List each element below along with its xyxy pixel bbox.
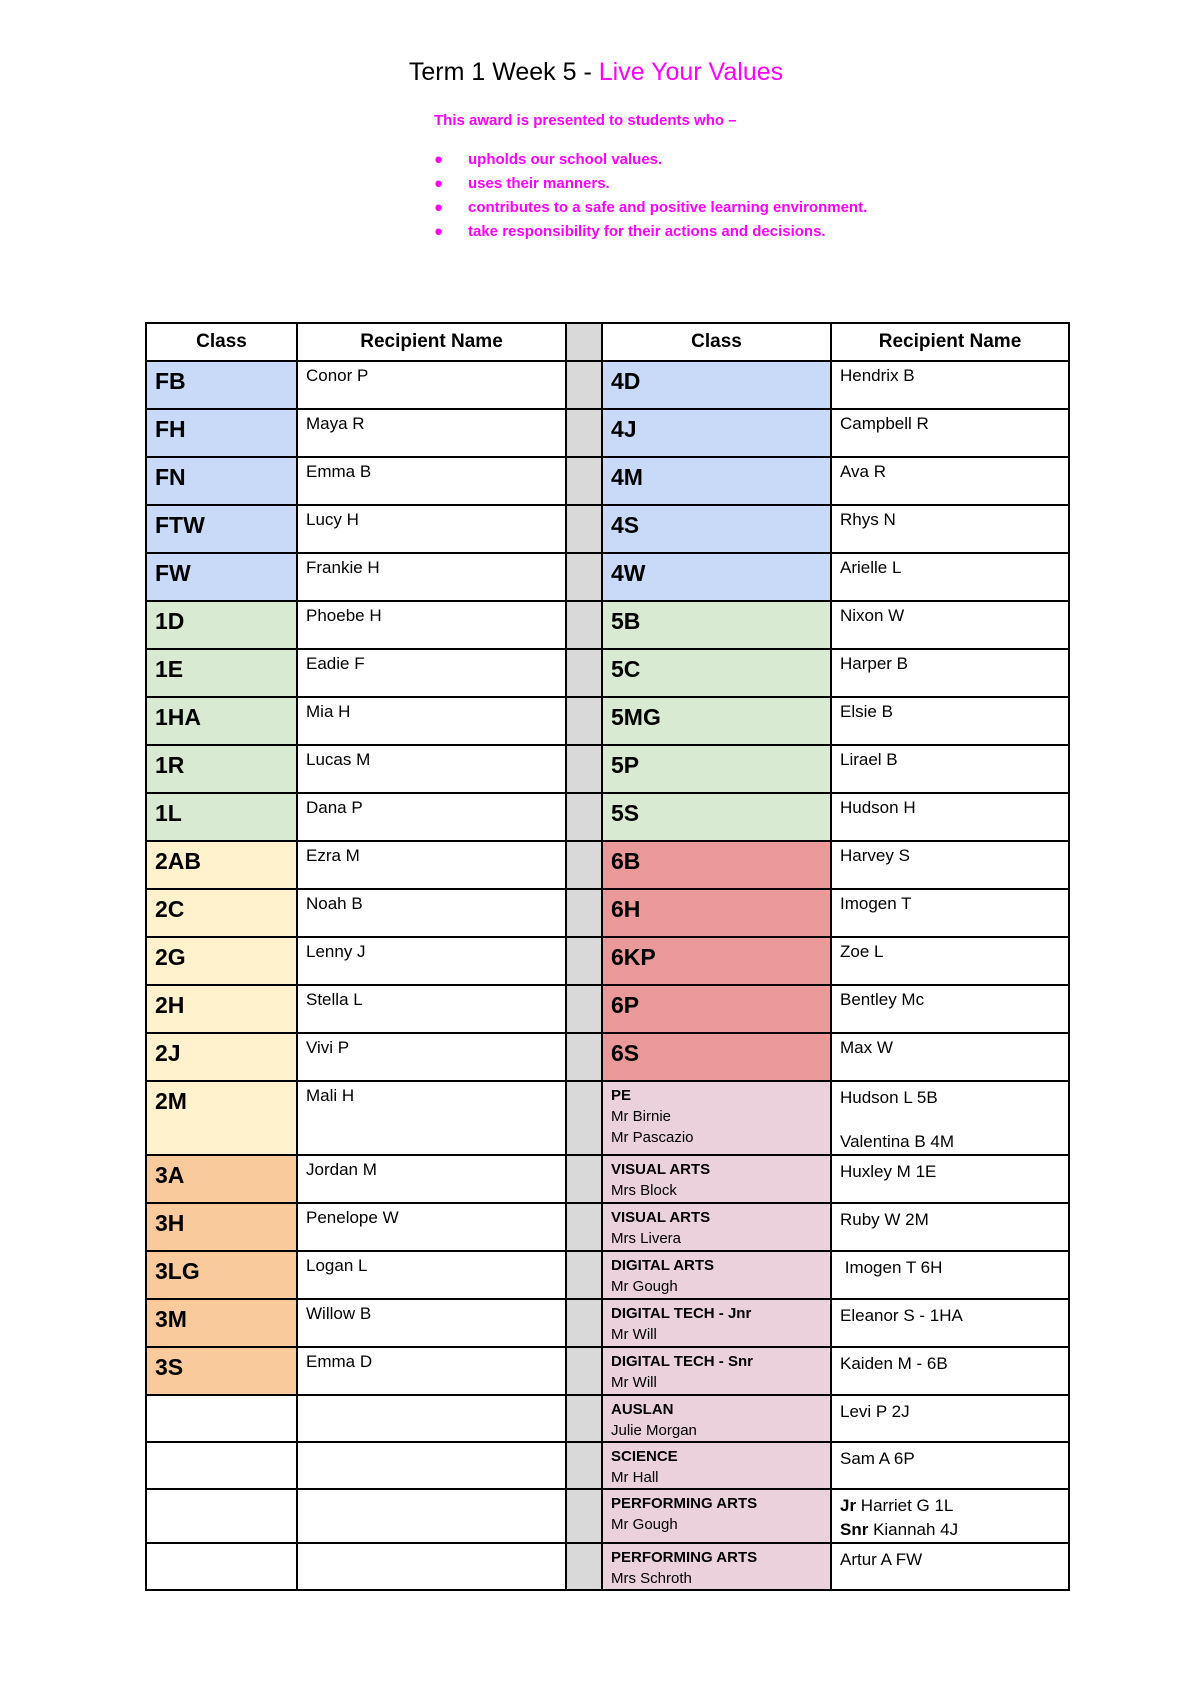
class-cell: 5MG [602, 697, 831, 745]
recipient-cell: Harvey S [831, 841, 1069, 889]
table-row [146, 505, 1069, 553]
bullet-icon: ● [434, 223, 444, 240]
table-row [146, 697, 1069, 745]
table-row [146, 361, 1069, 409]
class-cell: 4D [602, 361, 831, 409]
specialist-cell [602, 1543, 831, 1590]
teacher-name: Mr Will [611, 1326, 657, 1343]
recipient-line: Snr Kiannah 4J [840, 1520, 959, 1539]
class-cell: 2G [146, 937, 297, 985]
specialist-cell [602, 1299, 831, 1347]
teacher-name: Mrs Livera [611, 1230, 682, 1247]
criteria-item: ● upholds our school values. [434, 151, 663, 168]
table-row [146, 793, 1069, 841]
gap-cell [566, 457, 602, 505]
specialist-cell [602, 1489, 831, 1543]
bullet-icon: ● [434, 199, 444, 216]
recipient-cell: Dana P [297, 793, 566, 841]
recipient-cell: Ava R [831, 457, 1069, 505]
recipient-cell: Phoebe H [297, 601, 566, 649]
recipient-cell: Lucy H [297, 505, 566, 553]
empty-cell [146, 1543, 297, 1590]
empty-cell [146, 1442, 297, 1489]
subject-label: SCIENCE [611, 1448, 678, 1465]
class-cell: FTW [146, 505, 297, 553]
page-title [0, 58, 1192, 87]
class-cell: 6H [602, 889, 831, 937]
recipient-line: Ruby W 2M [840, 1210, 929, 1229]
recipient-line: Valentina B 4M [840, 1132, 955, 1151]
recipient-cell: Emma B [297, 457, 566, 505]
table-row [146, 841, 1069, 889]
class-cell: 3LG [146, 1251, 297, 1299]
class-cell: 1E [146, 649, 297, 697]
class-cell: FH [146, 409, 297, 457]
criteria-item: ● take responsibility for their actions and decisions. [434, 223, 826, 240]
recipient-cell [831, 1299, 1069, 1347]
class-cell: 3A [146, 1155, 297, 1203]
subject-label: PERFORMING ARTS [611, 1495, 758, 1512]
gap-cell [566, 361, 602, 409]
recipient-line: Artur A FW [840, 1550, 923, 1569]
recipient-cell: Ezra M [297, 841, 566, 889]
recipient-cell: Hendrix B [831, 361, 1069, 409]
recipient-cell [831, 1203, 1069, 1251]
class-cell: 2M [146, 1081, 297, 1155]
gap-cell [566, 649, 602, 697]
class-cell: 6S [602, 1033, 831, 1081]
class-cell: 4M [602, 457, 831, 505]
gap-cell [566, 1543, 602, 1590]
table-row [146, 745, 1069, 793]
awards-table [145, 322, 1070, 1591]
table-row [146, 1251, 1069, 1299]
gap-cell [566, 553, 602, 601]
gap-cell [566, 1203, 602, 1251]
award-intro: This award is presented to students who – [434, 112, 737, 129]
class-cell: 1L [146, 793, 297, 841]
recipient-line: Eleanor S - 1HA [840, 1306, 963, 1325]
table-row [146, 409, 1069, 457]
recipient-cell: Maya R [297, 409, 566, 457]
specialist-cell [602, 1155, 831, 1203]
recipient-cell: Imogen T [831, 889, 1069, 937]
class-cell: 6KP [602, 937, 831, 985]
recipient-cell: Jordan M [297, 1155, 566, 1203]
recipient-line: Levi P 2J [840, 1402, 910, 1421]
teacher-name: Mrs Block [611, 1182, 677, 1199]
recipient-cell: Penelope W [297, 1203, 566, 1251]
column-header-class: Class [602, 323, 831, 361]
teacher-name: Mrs Schroth [611, 1570, 692, 1587]
gap-cell [566, 985, 602, 1033]
gap-cell [566, 1489, 602, 1543]
table-row [146, 1543, 1069, 1590]
table-row [146, 601, 1069, 649]
recipient-line: Kaiden M - 6B [840, 1354, 948, 1373]
gap-cell [566, 1251, 602, 1299]
gap-cell [566, 1395, 602, 1442]
teacher-name: Mr Birnie [611, 1108, 672, 1125]
teacher-name: Mr Gough [611, 1278, 678, 1295]
class-cell: 5B [602, 601, 831, 649]
empty-cell [297, 1543, 566, 1590]
specialist-cell [602, 1395, 831, 1442]
recipient-cell: Logan L [297, 1251, 566, 1299]
bullet-icon: ● [434, 175, 444, 192]
gap-cell [566, 1155, 602, 1203]
recipient-cell [831, 1489, 1069, 1543]
gap-cell [566, 937, 602, 985]
teacher-name: Mr Pascazio [611, 1129, 694, 1146]
recipient-cell [831, 1155, 1069, 1203]
class-cell: FN [146, 457, 297, 505]
title-highlight: Live Your Values [598, 58, 784, 86]
gap-cell [566, 697, 602, 745]
table-row [146, 1033, 1069, 1081]
gap-cell [566, 1033, 602, 1081]
table-row [146, 1347, 1069, 1395]
class-cell: 3M [146, 1299, 297, 1347]
gap-cell [566, 841, 602, 889]
recipient-cell: Nixon W [831, 601, 1069, 649]
criteria-item: ● contributes to a safe and positive learning environment. [434, 199, 868, 216]
recipient-cell: Zoe L [831, 937, 1069, 985]
recipient-cell: Mia H [297, 697, 566, 745]
recipient-cell [831, 1442, 1069, 1489]
subject-label: PERFORMING ARTS [611, 1549, 758, 1566]
table-row [146, 1203, 1069, 1251]
specialist-cell [602, 1442, 831, 1489]
subject-label: DIGITAL TECH - Jnr [611, 1305, 752, 1322]
class-cell: 2H [146, 985, 297, 1033]
recipient-cell: Lucas M [297, 745, 566, 793]
recipient-cell: Mali H [297, 1081, 566, 1155]
recipient-line: Jr Harriet G 1L [840, 1496, 954, 1515]
table-row [146, 1155, 1069, 1203]
class-cell: 3H [146, 1203, 297, 1251]
teacher-name: Mr Gough [611, 1516, 678, 1533]
gap-cell [566, 793, 602, 841]
class-cell: 6B [602, 841, 831, 889]
subject-label: PE [611, 1087, 632, 1104]
recipient-cell: Rhys N [831, 505, 1069, 553]
specialist-cell [602, 1081, 831, 1155]
empty-cell [146, 1489, 297, 1543]
specialist-cell [602, 1251, 831, 1299]
class-cell: 1HA [146, 697, 297, 745]
gap-cell [566, 1347, 602, 1395]
recipient-cell: Elsie B [831, 697, 1069, 745]
class-cell: 3S [146, 1347, 297, 1395]
empty-cell [297, 1395, 566, 1442]
table-row [146, 649, 1069, 697]
gap-cell [566, 505, 602, 553]
recipient-cell: Bentley Mc [831, 985, 1069, 1033]
criteria-item: ● uses their manners. [434, 175, 610, 192]
bullet-icon: ● [434, 151, 444, 168]
recipient-cell: Lenny J [297, 937, 566, 985]
class-cell: 1D [146, 601, 297, 649]
recipient-cell: Emma D [297, 1347, 566, 1395]
class-cell: 5P [602, 745, 831, 793]
teacher-name: Julie Morgan [611, 1422, 697, 1439]
recipient-cell: Campbell R [831, 409, 1069, 457]
recipient-cell: Eadie F [297, 649, 566, 697]
class-cell: 4S [602, 505, 831, 553]
class-cell: 5C [602, 649, 831, 697]
subject-label: DIGITAL ARTS [611, 1257, 715, 1274]
subject-label: DIGITAL TECH - Snr [611, 1353, 753, 1370]
recipient-line: Hudson L 5B [840, 1088, 938, 1107]
recipient-cell: Vivi P [297, 1033, 566, 1081]
teacher-name: Mr Will [611, 1374, 657, 1391]
recipient-cell: Max W [831, 1033, 1069, 1081]
recipient-cell: Harper B [831, 649, 1069, 697]
table-row [146, 937, 1069, 985]
specialist-cell [602, 1347, 831, 1395]
class-cell: 5S [602, 793, 831, 841]
recipient-cell: Lirael B [831, 745, 1069, 793]
recipient-cell [831, 1395, 1069, 1442]
subject-label: AUSLAN [611, 1401, 674, 1418]
table-row [146, 457, 1069, 505]
recipient-cell: Conor P [297, 361, 566, 409]
table-row [146, 1395, 1069, 1442]
specialist-cell [602, 1203, 831, 1251]
gap-cell [566, 601, 602, 649]
gap-cell [566, 1081, 602, 1155]
class-cell: FW [146, 553, 297, 601]
table-row [146, 1299, 1069, 1347]
recipient-cell [831, 1543, 1069, 1590]
recipient-cell: Noah B [297, 889, 566, 937]
class-cell: 2J [146, 1033, 297, 1081]
subject-label: VISUAL ARTS [611, 1209, 711, 1226]
gap-cell [566, 1442, 602, 1489]
recipient-cell: Hudson H [831, 793, 1069, 841]
class-cell: 2AB [146, 841, 297, 889]
table-header-row [146, 323, 1069, 361]
table-row [146, 1081, 1069, 1155]
gap-cell [566, 1299, 602, 1347]
table-row [146, 889, 1069, 937]
class-cell: 2C [146, 889, 297, 937]
subject-label: VISUAL ARTS [611, 1161, 711, 1178]
recipient-cell [831, 1081, 1069, 1155]
recipient-line: Imogen T 6H [840, 1258, 943, 1277]
class-cell: 6P [602, 985, 831, 1033]
gap-cell [566, 745, 602, 793]
recipient-cell: Frankie H [297, 553, 566, 601]
recipient-line: Sam A 6P [840, 1449, 915, 1468]
column-header-class: Class [146, 323, 297, 361]
teacher-name: Mr Hall [611, 1469, 659, 1486]
table-row [146, 553, 1069, 601]
recipient-line: Huxley M 1E [840, 1162, 937, 1181]
recipient-cell: Arielle L [831, 553, 1069, 601]
table-row [146, 1442, 1069, 1489]
gap-cell [566, 409, 602, 457]
title-prefix: Term 1 Week 5 - [408, 58, 599, 86]
column-header-recipient: Recipient Name [831, 323, 1069, 361]
empty-cell [297, 1442, 566, 1489]
gap-cell [566, 889, 602, 937]
class-cell: 1R [146, 745, 297, 793]
award-criteria-list [434, 151, 868, 247]
recipient-cell: Willow B [297, 1299, 566, 1347]
recipient-cell: Stella L [297, 985, 566, 1033]
class-cell: 4J [602, 409, 831, 457]
table-row [146, 1489, 1069, 1543]
empty-cell [297, 1489, 566, 1543]
column-gap [566, 323, 602, 361]
class-cell: 4W [602, 553, 831, 601]
class-cell: FB [146, 361, 297, 409]
recipient-cell [831, 1347, 1069, 1395]
empty-cell [146, 1395, 297, 1442]
column-header-recipient: Recipient Name [297, 323, 566, 361]
table-row [146, 985, 1069, 1033]
recipient-cell [831, 1251, 1069, 1299]
